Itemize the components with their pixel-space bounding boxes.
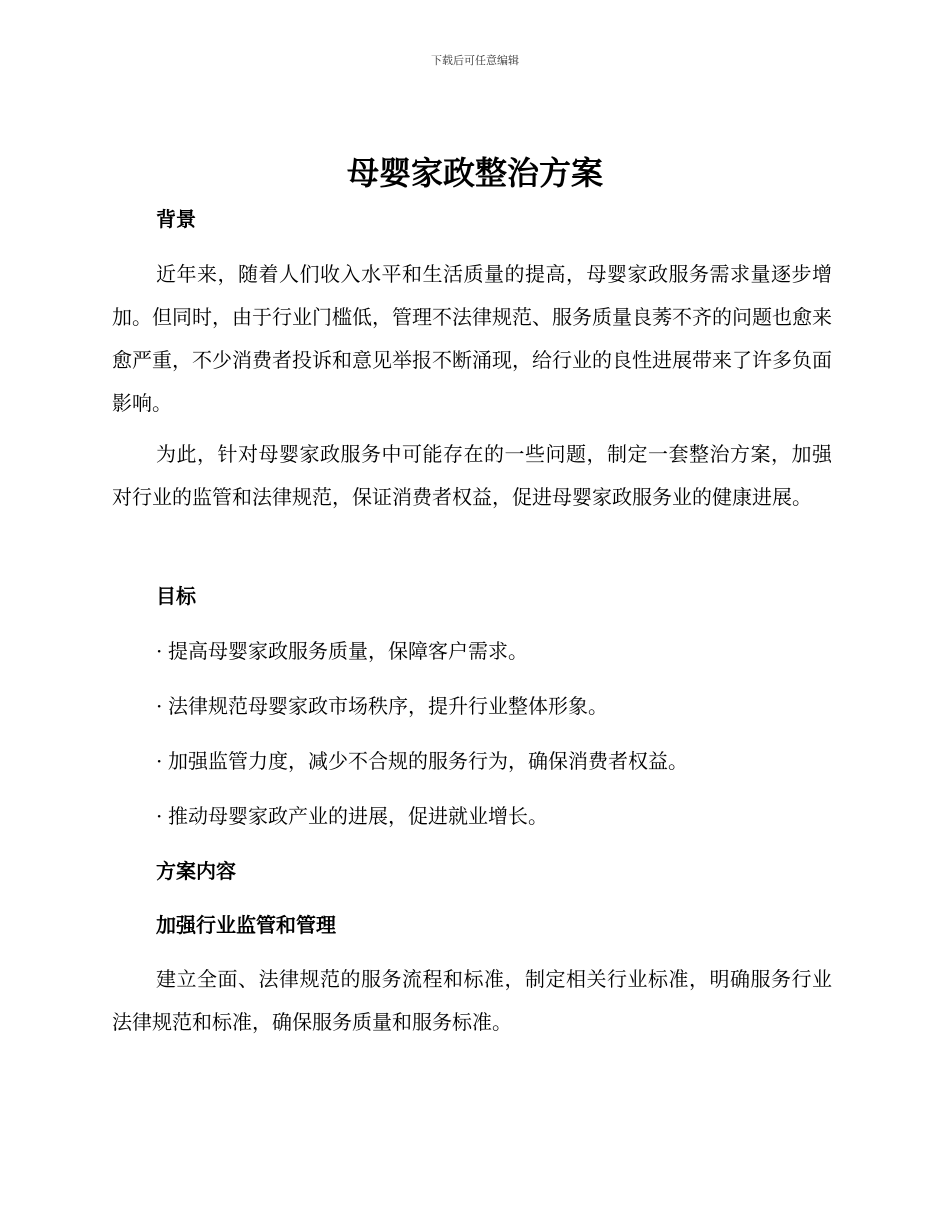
- document-title: 母婴家政整治方案: [346, 154, 603, 192]
- goal-item-text: 加强监管力度，减少不合规的服务行为，确保消费者权益。: [168, 749, 688, 773]
- goal-item-text: 提高母婴家政服务质量，保障客户需求。: [168, 639, 528, 663]
- goal-list-item: [156, 747, 688, 775]
- page-header-note: 下载后可任意编辑: [431, 54, 519, 67]
- goal-item-text: 法律规范母婴家政市场秩序，提升行业整体形象。: [168, 694, 608, 718]
- bullet-dot-icon: ·: [156, 639, 163, 663]
- bullet-dot-icon: ·: [156, 804, 163, 828]
- goal-list-item: [156, 802, 548, 830]
- goal-list-item: [156, 637, 528, 665]
- goal-item-text: 推动母婴家政产业的进展，促进就业增长。: [168, 804, 548, 828]
- subsection-heading-supervision: 加强行业监管和管理: [156, 913, 336, 937]
- plan-paragraph-1: 建立全面、法律规范的服务流程和标准，制定相关行业标准，明确服务行业法律规范和标准，确保服务质量和服务标准。: [112, 967, 832, 1034]
- background-paragraph-2: 为此，针对母婴家政服务中可能存在的一些问题，制定一套整治方案，加强对行业的监管和法律规范，保证消费者权益，促进母婴家政服务业的健康进展。: [112, 442, 832, 509]
- goal-list-item: [156, 692, 608, 720]
- section-heading-plan: 方案内容: [156, 859, 236, 883]
- section-heading-goals: 目标: [156, 584, 196, 608]
- background-paragraph-1: 近年来，随着人们收入水平和生活质量的提高，母婴家政服务需求量逐步增加。但同时，由于行业门槛低，管理不法律规范、服务质量良莠不齐的问题也愈来愈严重，不少消费者投诉和意见举报不断涌现，给行业的良性进展带来了许多负面影响。: [112, 262, 832, 415]
- bullet-dot-icon: ·: [156, 694, 163, 718]
- bullet-dot-icon: ·: [156, 749, 163, 773]
- section-heading-background: 背景: [156, 207, 196, 231]
